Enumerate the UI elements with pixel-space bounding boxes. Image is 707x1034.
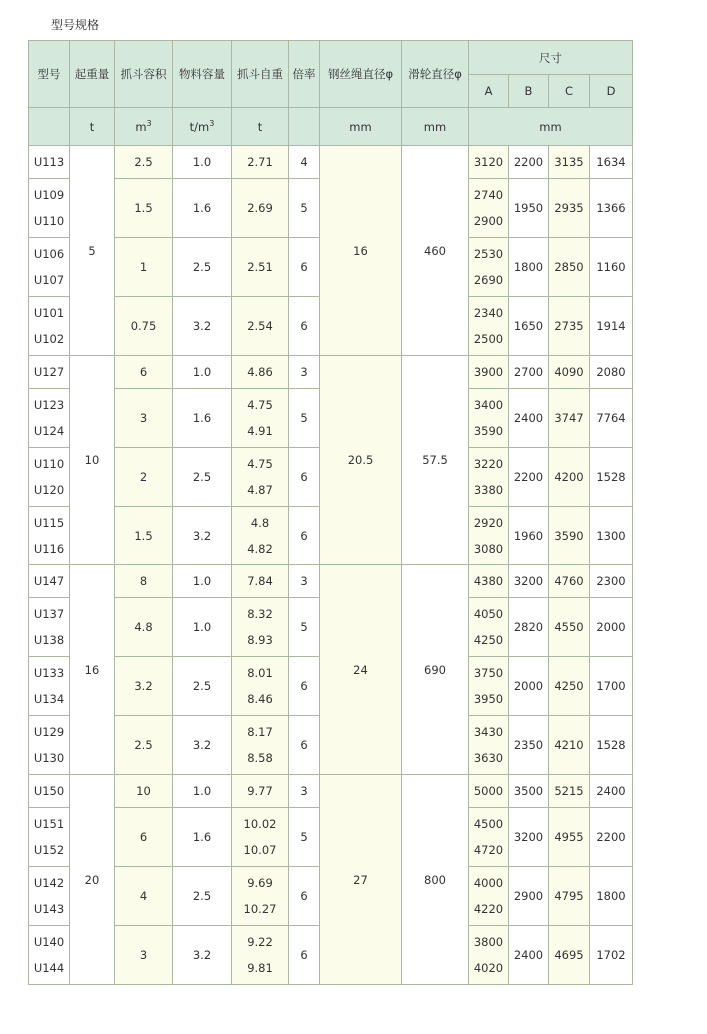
- weight-cell: [232, 926, 289, 985]
- dim-b-cell: 3500: [509, 775, 549, 808]
- weight-cell-line-1: 10.02: [243, 817, 277, 831]
- dim-b-cell: 2200: [509, 448, 549, 507]
- weight-cell-line-1: 9.69: [247, 876, 273, 890]
- dim-b-cell: 1800: [509, 238, 549, 297]
- volume-cell: 3.2: [115, 657, 173, 716]
- weight-cell: 2.54: [232, 297, 289, 356]
- weight-cell-line-2: 9.81: [247, 961, 273, 975]
- dim-d-cell: 2300: [590, 565, 633, 598]
- volume-cell: 1: [115, 238, 173, 297]
- dim-a-cell-line-1: 3430: [473, 725, 504, 739]
- model-cell: U127: [29, 356, 70, 389]
- volume-cell: 3: [115, 926, 173, 985]
- model-cell-line-1: U140: [33, 935, 65, 949]
- model-cell: [29, 926, 70, 985]
- dim-c-cell: 5215: [549, 775, 590, 808]
- weight-cell-line-2: 10.07: [243, 843, 277, 857]
- dim-d-cell: 1528: [590, 716, 633, 775]
- unit-volume-exp: 3: [146, 119, 152, 129]
- dim-d-cell: 1634: [590, 146, 633, 179]
- header-model: 型号: [29, 41, 70, 108]
- dim-c-cell: 4200: [549, 448, 590, 507]
- dim-c-cell: 2735: [549, 297, 590, 356]
- model-cell: [29, 238, 70, 297]
- dim-a-cell: [469, 657, 509, 716]
- header-pulley: 滑轮直径φ: [402, 41, 469, 108]
- model-cell-line-1: U115: [33, 515, 65, 530]
- dim-b-cell: 1650: [509, 297, 549, 356]
- volume-cell: 6: [115, 356, 173, 389]
- rope-cell: 27: [320, 775, 402, 985]
- weight-cell: 2.69: [232, 179, 289, 238]
- dim-a-cell-line-1: 2920: [473, 515, 504, 530]
- model-cell: U113: [29, 146, 70, 179]
- dim-a-cell-line-1: 4500: [473, 817, 504, 831]
- ratio-cell: 3: [289, 356, 320, 389]
- volume-cell: 2.5: [115, 146, 173, 179]
- dim-d-cell: 1300: [590, 507, 633, 565]
- page-title: 型号规格: [51, 18, 100, 32]
- header-weight: 抓斗自重: [232, 41, 289, 108]
- ratio-cell: 5: [289, 389, 320, 448]
- volume-cell: 1.5: [115, 179, 173, 238]
- dim-b-cell: 2400: [509, 926, 549, 985]
- model-cell: [29, 716, 70, 775]
- unit-weight: t: [232, 108, 289, 146]
- model-cell-line-1: U106: [33, 247, 65, 261]
- weight-cell-line-1: 4.75: [247, 398, 273, 412]
- density-cell: 1.0: [173, 356, 232, 389]
- volume-cell: 2: [115, 448, 173, 507]
- volume-cell: 1.5: [115, 507, 173, 565]
- weight-cell-line-1: 4.75: [247, 457, 273, 471]
- model-cell-line-2: U116: [33, 541, 65, 556]
- dim-d-cell: 1702: [590, 926, 633, 985]
- ratio-cell: 5: [289, 179, 320, 238]
- dim-c-cell: 4210: [549, 716, 590, 775]
- dim-d-cell: 2080: [590, 356, 633, 389]
- model-cell-line-1: U137: [33, 607, 65, 621]
- dim-a-cell-line-2: 2690: [473, 273, 504, 287]
- unit-volume: [115, 108, 173, 146]
- header-dim-c: C: [549, 75, 590, 108]
- dim-a-cell-line-1: 3400: [473, 398, 504, 412]
- weight-cell: [232, 716, 289, 775]
- dim-a-cell-line-2: 2900: [473, 214, 504, 228]
- model-cell-line-2: U107: [33, 273, 65, 287]
- weight-cell-line-1: 8.32: [247, 607, 273, 621]
- ratio-cell: 6: [289, 926, 320, 985]
- density-cell: 2.5: [173, 657, 232, 716]
- unit-density-exp: 3: [209, 119, 215, 129]
- density-cell: 2.5: [173, 867, 232, 926]
- unit-row: [29, 108, 633, 146]
- density-cell: 2.5: [173, 448, 232, 507]
- dim-c-cell: 4795: [549, 867, 590, 926]
- table-row: [29, 356, 633, 389]
- ratio-cell: 4: [289, 146, 320, 179]
- dim-b-cell: 1960: [509, 507, 549, 565]
- load-cell: 5: [70, 146, 115, 356]
- weight-cell-line-2: 8.93: [247, 633, 273, 647]
- dim-d-cell: 7764: [590, 389, 633, 448]
- table-row: [29, 775, 633, 808]
- dim-a-cell-line-2: 2500: [473, 332, 504, 346]
- dim-a-cell: [469, 867, 509, 926]
- pulley-cell: 460: [402, 146, 469, 356]
- model-cell-line-1: U129: [33, 725, 65, 739]
- dim-d-cell: 1914: [590, 297, 633, 356]
- weight-cell-line-2: 4.82: [247, 541, 273, 556]
- density-cell: 3.2: [173, 716, 232, 775]
- header-dims: 尺寸: [469, 41, 633, 75]
- dim-a-cell: [469, 926, 509, 985]
- weight-cell-line-2: 4.87: [247, 483, 273, 497]
- dim-b-cell: 3200: [509, 808, 549, 867]
- dim-a-cell-line-1: 4000: [473, 876, 504, 890]
- unit-density-base: t/m: [189, 119, 210, 134]
- model-cell: [29, 598, 70, 657]
- header-dim-a: A: [469, 75, 509, 108]
- dim-a-cell-line-1: 4050: [473, 607, 504, 621]
- dim-a-cell-line-1: 2530: [473, 247, 504, 261]
- weight-cell: [232, 808, 289, 867]
- dim-a-cell-line-2: 3380: [473, 483, 504, 497]
- unit-dims: mm: [469, 108, 633, 146]
- density-cell: 1.0: [173, 598, 232, 657]
- density-cell: 1.6: [173, 808, 232, 867]
- dim-a-cell: [469, 448, 509, 507]
- weight-cell: [232, 389, 289, 448]
- density-cell: 1.0: [173, 775, 232, 808]
- dim-c-cell: 4550: [549, 598, 590, 657]
- dim-c-cell: 4760: [549, 565, 590, 598]
- load-cell: 16: [70, 565, 115, 775]
- model-cell: [29, 808, 70, 867]
- dim-c-cell: 2935: [549, 179, 590, 238]
- ratio-cell: 6: [289, 867, 320, 926]
- header-load: 起重量: [70, 41, 115, 108]
- volume-cell: 3: [115, 389, 173, 448]
- model-cell-line-1: U123: [33, 398, 65, 412]
- dim-a-cell-line-1: 2340: [473, 306, 504, 320]
- density-cell: 1.0: [173, 146, 232, 179]
- model-cell: [29, 297, 70, 356]
- density-cell: 1.6: [173, 179, 232, 238]
- unit-model: [29, 108, 70, 146]
- unit-rope: mm: [320, 108, 402, 146]
- dim-b-cell: 2350: [509, 716, 549, 775]
- table-row: [29, 146, 633, 179]
- model-cell-line-1: U133: [33, 666, 65, 680]
- table-body: [29, 41, 633, 985]
- dim-c-cell: 3747: [549, 389, 590, 448]
- dim-b-cell: 3200: [509, 565, 549, 598]
- load-cell: 20: [70, 775, 115, 985]
- weight-cell-line-2: 10.27: [243, 902, 277, 916]
- model-cell-line-2: U120: [33, 483, 65, 497]
- ratio-cell: 3: [289, 565, 320, 598]
- dim-c-cell: 4250: [549, 657, 590, 716]
- density-cell: 1.0: [173, 565, 232, 598]
- ratio-cell: 6: [289, 297, 320, 356]
- weight-cell: 2.51: [232, 238, 289, 297]
- rope-cell: 16: [320, 146, 402, 356]
- unit-pulley: mm: [402, 108, 469, 146]
- model-cell: [29, 448, 70, 507]
- unit-load: t: [70, 108, 115, 146]
- model-cell-line-2: U143: [33, 902, 65, 916]
- model-cell-line-1: U101: [33, 306, 65, 320]
- weight-cell-line-1: 4.8: [250, 515, 270, 530]
- model-cell-line-2: U130: [33, 751, 65, 765]
- volume-cell: 4: [115, 867, 173, 926]
- dim-a-cell-line-1: 3750: [473, 666, 504, 680]
- volume-cell: 8: [115, 565, 173, 598]
- dim-b-cell: 2900: [509, 867, 549, 926]
- model-cell: [29, 657, 70, 716]
- ratio-cell: 6: [289, 238, 320, 297]
- dim-a-cell: [469, 598, 509, 657]
- weight-cell-line-1: 9.22: [247, 935, 273, 949]
- model-cell: [29, 389, 70, 448]
- dim-a-cell-line-2: 3590: [473, 424, 504, 438]
- ratio-cell: 6: [289, 507, 320, 565]
- dim-a-cell: 5000: [469, 775, 509, 808]
- weight-cell: [232, 507, 289, 565]
- dim-c-cell: 3590: [549, 507, 590, 565]
- dim-a-cell: [469, 716, 509, 775]
- ratio-cell: 6: [289, 657, 320, 716]
- dim-a-cell-line-2: 4720: [473, 843, 504, 857]
- model-cell-line-1: U142: [33, 876, 65, 890]
- volume-cell: 10: [115, 775, 173, 808]
- load-cell: 10: [70, 356, 115, 565]
- model-cell-line-2: U134: [33, 692, 65, 706]
- header-volume: 抓斗容积: [115, 41, 173, 108]
- weight-cell-line-2: 8.46: [247, 692, 273, 706]
- table-row: [29, 565, 633, 598]
- model-cell: [29, 507, 70, 565]
- dim-b-cell: 1950: [509, 179, 549, 238]
- density-cell: 3.2: [173, 297, 232, 356]
- density-cell: 1.6: [173, 389, 232, 448]
- density-cell: 3.2: [173, 507, 232, 565]
- dim-a-cell: [469, 179, 509, 238]
- dim-a-cell-line-2: 3080: [473, 541, 504, 556]
- density-cell: 3.2: [173, 926, 232, 985]
- dim-b-cell: 2700: [509, 356, 549, 389]
- dim-a-cell-line-2: 4250: [473, 633, 504, 647]
- model-cell-line-2: U152: [33, 843, 65, 857]
- model-cell-line-2: U110: [33, 214, 65, 228]
- ratio-cell: 3: [289, 775, 320, 808]
- spec-table: [28, 40, 633, 985]
- dim-b-cell: 2820: [509, 598, 549, 657]
- dim-a-cell-line-1: 3800: [473, 935, 504, 949]
- dim-a-cell: [469, 238, 509, 297]
- header-ratio: 倍率: [289, 41, 320, 108]
- model-cell-line-2: U144: [33, 961, 65, 975]
- unit-volume-base: m: [135, 119, 147, 134]
- weight-cell: 9.77: [232, 775, 289, 808]
- dim-d-cell: 2000: [590, 598, 633, 657]
- weight-cell: [232, 657, 289, 716]
- model-cell-line-1: U151: [33, 817, 65, 831]
- dim-d-cell: 2400: [590, 775, 633, 808]
- dim-d-cell: 1700: [590, 657, 633, 716]
- pulley-cell: 800: [402, 775, 469, 985]
- model-cell-line-2: U124: [33, 424, 65, 438]
- dim-c-cell: 3135: [549, 146, 590, 179]
- model-cell-line-2: U138: [33, 633, 65, 647]
- dim-a-cell-line-2: 4020: [473, 961, 504, 975]
- ratio-cell: 6: [289, 448, 320, 507]
- ratio-cell: 6: [289, 716, 320, 775]
- density-cell: 2.5: [173, 238, 232, 297]
- weight-cell-line-2: 4.91: [247, 424, 273, 438]
- dim-d-cell: 1528: [590, 448, 633, 507]
- model-cell-line-1: U110: [33, 457, 65, 471]
- dim-b-cell: 2400: [509, 389, 549, 448]
- weight-cell-line-1: 8.01: [247, 666, 273, 680]
- dim-a-cell: [469, 808, 509, 867]
- dim-a-cell-line-2: 3950: [473, 692, 504, 706]
- weight-cell: [232, 448, 289, 507]
- header-row: [29, 41, 633, 75]
- dim-a-cell: 3900: [469, 356, 509, 389]
- dim-d-cell: 2200: [590, 808, 633, 867]
- model-cell-line-1: U109: [33, 188, 65, 202]
- weight-cell: [232, 598, 289, 657]
- dim-b-cell: 2000: [509, 657, 549, 716]
- weight-cell: 2.71: [232, 146, 289, 179]
- dim-c-cell: 2850: [549, 238, 590, 297]
- model-cell: U147: [29, 565, 70, 598]
- volume-cell: 6: [115, 808, 173, 867]
- unit-ratio: [289, 108, 320, 146]
- volume-cell: 4.8: [115, 598, 173, 657]
- dim-a-cell-line-1: 3220: [473, 457, 504, 471]
- weight-cell: [232, 867, 289, 926]
- header-density: 物料容量: [173, 41, 232, 108]
- dim-d-cell: 1160: [590, 238, 633, 297]
- pulley-cell: 57.5: [402, 356, 469, 565]
- header-dim-d: D: [590, 75, 633, 108]
- dim-a-cell: [469, 297, 509, 356]
- header-dim-b: B: [509, 75, 549, 108]
- ratio-cell: 5: [289, 808, 320, 867]
- model-cell-line-2: U102: [33, 332, 65, 346]
- model-cell: [29, 179, 70, 238]
- dim-a-cell: [469, 389, 509, 448]
- weight-cell-line-1: 8.17: [247, 725, 273, 739]
- dim-c-cell: 4695: [549, 926, 590, 985]
- ratio-cell: 5: [289, 598, 320, 657]
- volume-cell: 0.75: [115, 297, 173, 356]
- dim-d-cell: 1366: [590, 179, 633, 238]
- volume-cell: 2.5: [115, 716, 173, 775]
- unit-density: [173, 108, 232, 146]
- header-rope: 钢丝绳直径φ: [320, 41, 402, 108]
- weight-cell: 7.84: [232, 565, 289, 598]
- rope-cell: 24: [320, 565, 402, 775]
- dim-a-cell-line-2: 3630: [473, 751, 504, 765]
- dim-a-cell-line-1: 2740: [473, 188, 504, 202]
- rope-cell: 20.5: [320, 356, 402, 565]
- dim-a-cell: 4380: [469, 565, 509, 598]
- weight-cell: 4.86: [232, 356, 289, 389]
- weight-cell-line-2: 8.58: [247, 751, 273, 765]
- model-cell: U150: [29, 775, 70, 808]
- dim-c-cell: 4090: [549, 356, 590, 389]
- dim-d-cell: 1800: [590, 867, 633, 926]
- dim-c-cell: 4955: [549, 808, 590, 867]
- dim-a-cell: [469, 507, 509, 565]
- dim-a-cell: 3120: [469, 146, 509, 179]
- model-cell: [29, 867, 70, 926]
- dim-b-cell: 2200: [509, 146, 549, 179]
- dim-a-cell-line-2: 4220: [473, 902, 504, 916]
- pulley-cell: 690: [402, 565, 469, 775]
